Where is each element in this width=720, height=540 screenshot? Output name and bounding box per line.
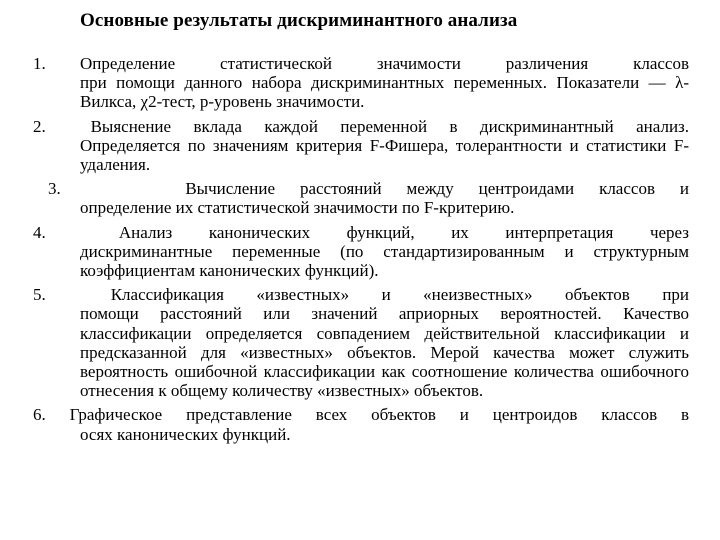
list-item-3: [33, 179, 689, 217]
list-item-first-line-text: Графическое представление всех объектов и центроидов классов в: [69, 405, 689, 425]
list-item-first-line: [33, 117, 689, 136]
list-item-number: 2.: [33, 116, 46, 136]
list-item-number: 6.: [33, 405, 46, 425]
list-item-5: [33, 285, 689, 400]
list-item-continuation: помощи расстояний или значений априорных вероятностей. Качество классификации определяется совпадением действительной классификации и предсказанной для «известных» объектов. Мерой качества может служить вероятность ошибочной классификации как соотношение количества ошибочного отнесения к общему количеству «известных» объектов.: [80, 304, 689, 401]
list-item-first-line-text: Выяснение вклада каждой переменной в дискриминантный анализ.: [90, 116, 690, 136]
list-item-number: 3.: [48, 179, 61, 199]
list-item-first-line-text: Вычисление расстояний между центроидами классов и: [185, 179, 689, 199]
list-item-number: 4.: [33, 222, 46, 242]
list-item-first-line: [33, 285, 689, 304]
list-item-1: [33, 54, 689, 112]
list-item-first-line: [33, 405, 689, 424]
list-item-continuation: Определяется по значениям критерия F-Фишера, толерантности и статистики F-удаления.: [80, 135, 689, 175]
list-item-first-line: [48, 179, 689, 198]
list-item-4: [33, 223, 689, 281]
list-item-number: 1.: [33, 54, 46, 73]
list-item-continuation: дискриминантные переменные (по стандартизированным и структурным коэффициентам канонических функций).: [80, 241, 689, 281]
list-item-first-line-text: Анализ канонических функций, их интерпретация через: [118, 222, 690, 242]
list-item-first-line-text: Классификация «известных» и «неизвестных» объектов при: [110, 285, 690, 305]
list-item-continuation: определение их статистической значимости по F-критерию.: [80, 198, 515, 218]
list-item-6: [33, 405, 689, 443]
list-item-first-line: Определение статистической значимости различения классов: [80, 54, 689, 73]
list-item-2: [33, 117, 689, 175]
list-item-number: 5.: [33, 285, 46, 305]
list-item-continuation: при помощи данного набора дискриминантных переменных. Показатели — λ-Вилкса, χ2-тест, р-уровень значимости.: [80, 73, 689, 112]
list-item-continuation: осях канонических функций.: [80, 424, 291, 444]
page-title: Основные результаты дискриминантного анализа: [80, 10, 518, 31]
list-item-first-line: [33, 223, 689, 242]
results-list: [33, 54, 689, 449]
